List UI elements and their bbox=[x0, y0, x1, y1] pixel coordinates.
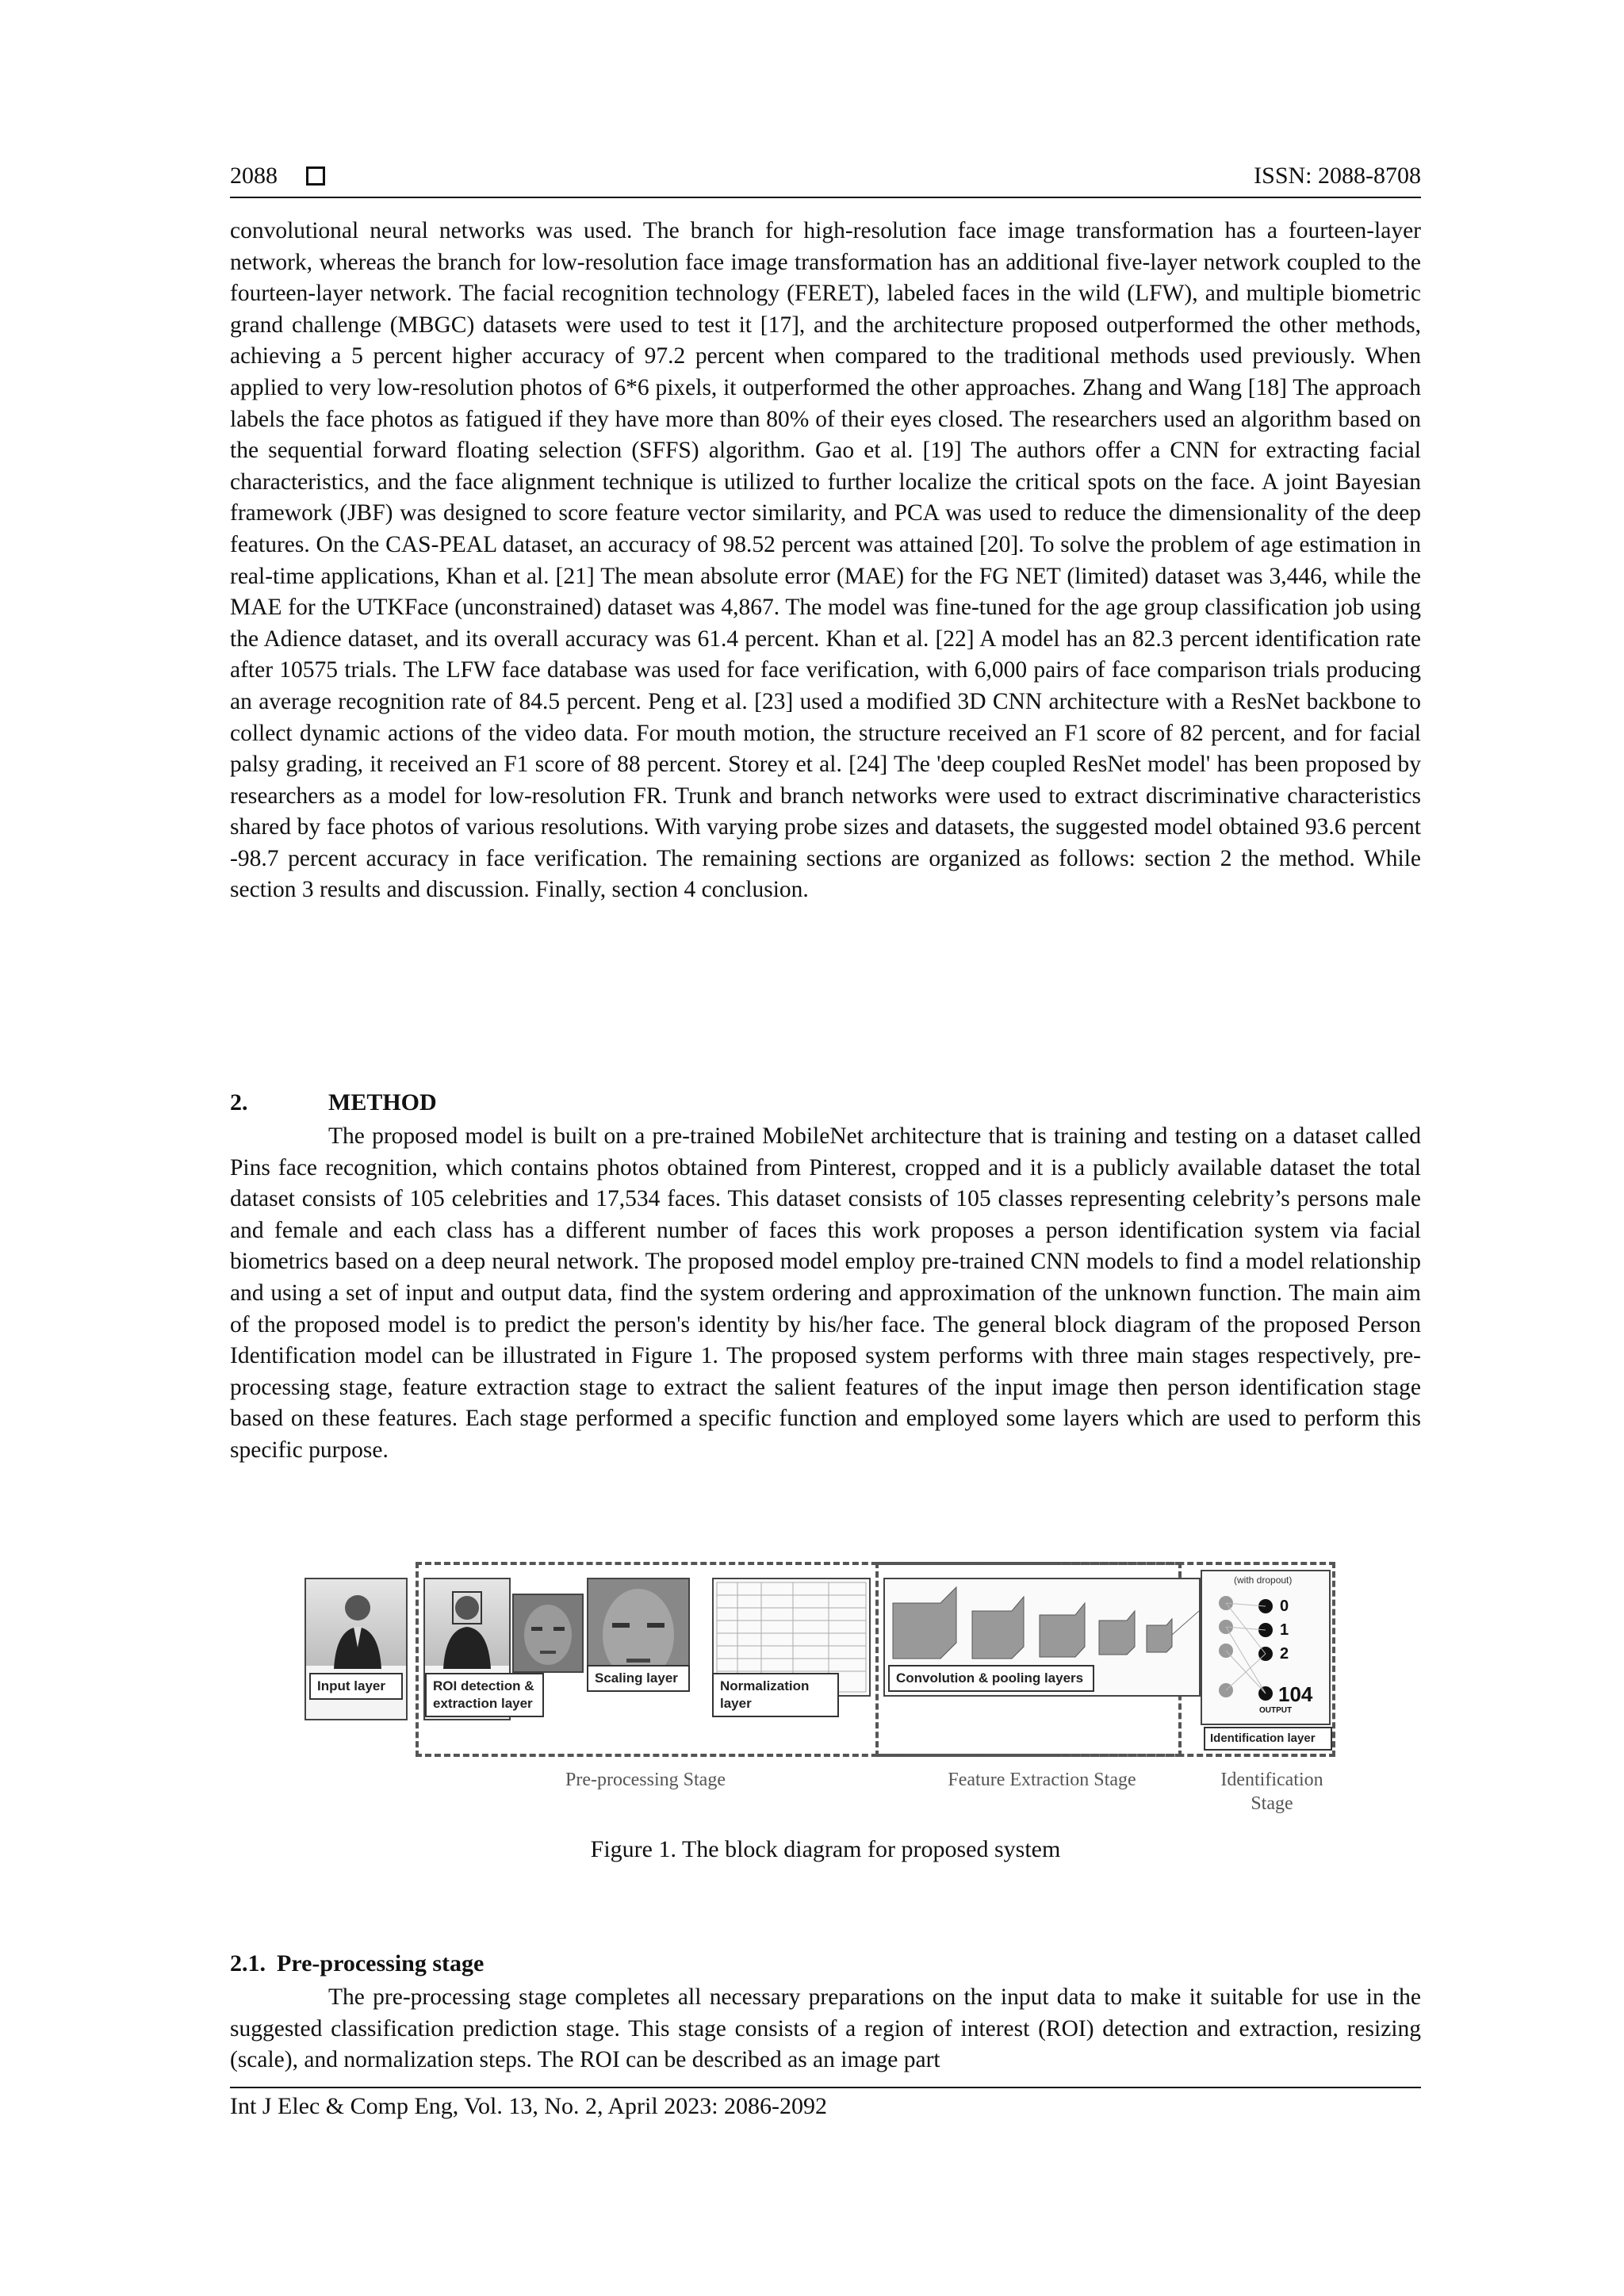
output-label: OUTPUT bbox=[1259, 1706, 1293, 1715]
footer-rule bbox=[230, 2087, 1421, 2088]
square-bullet-icon bbox=[306, 166, 325, 186]
pre-processing-heading bbox=[230, 1950, 484, 1977]
output-104: 104 bbox=[1278, 1682, 1313, 1706]
footer-citation: Int J Elec & Comp Eng, Vol. 13, No. 2, April 2023: 2086-2092 bbox=[230, 2093, 828, 2119]
method-heading-number: 2. bbox=[230, 1089, 248, 1115]
identification-stage-caption: Identification Stage bbox=[1220, 1770, 1323, 1814]
roi-layer-label: ROI detection & extraction layer bbox=[425, 1673, 544, 1717]
pre-processing-paragraph: The pre-processing stage completes all necessary preparations on the input data to make it suitable for use in the suggested classification prediction stage. This stage consists of a region of interest (ROI) detection and extraction, resizing (scale), and normalization steps. The ROI can be described as an image part bbox=[230, 1984, 1421, 2073]
person-photo-icon bbox=[330, 1586, 385, 1669]
normalization-layer-label: Normalization layer bbox=[712, 1673, 839, 1717]
pre-processing-stage-caption: Pre-processing Stage bbox=[565, 1770, 726, 1790]
method-paragraph: The proposed model is built on a pre-trained MobileNet architecture that is training and testing on a dataset called Pins face recognition, which contains photos obtained from Pinterest, cropped and it is a publicly available dataset the total dataset consists of 105 celebrities and 17,534 faces. This dataset consists of 105 classes representing celebrity’s persons male and female and each class has a different number of faces this work proposes a person identification system via facial biometrics based on a deep neural network. The proposed model employ pre-trained CNN models to find a model relationship and using a set of input and output data, find the system ordering and approximation of the unknown function. The main aim of the proposed model is to predict the person's identity by his/her face. The general block diagram of the proposed Person Identification model can be illustrated in Figure 1. The proposed system performs with three main stages respectively, pre-processing stage, feature extraction stage to extract the salient features of the input image then person identification stage based on these features. Each stage performed a specific function and employed some layers which are used to perform this specific purpose. bbox=[230, 1123, 1421, 1463]
figure-block-diagram bbox=[304, 1554, 1335, 1816]
identification-layer-label: Identification layer bbox=[1204, 1727, 1332, 1751]
header-rule bbox=[230, 197, 1421, 198]
intro-paragraph: convolutional neural networks was used. The branch for high-resolution face image transformation has a fourteen-layer network, whereas the branch for low-resolution face image transformation has an additional five-layer network coupled to the fourteen-layer network. The facial recognition technology (FERET), labeled faces in the wild (LFW), and multiple biometric grand challenge (MBGC) datasets were used to test it [17], and the architecture proposed outperformed the other methods, achieving a 5 percent higher accuracy of 97.2 percent when compared to the traditional methods used previously. When applied to very low-resolution photos of 6*6 pixels, it outperformed the other approaches. Zhang and Wang [18] The approach labels the face photos as fatigued if they have more than 80% of their eyes closed. The researchers used an algorithm based on the sequential forward floating selection (SFFS) algorithm. Gao et al. [19] The authors offer a CNN for extracting facial characteristics, and the face alignment technique is utilized to further localize the critical spots on the face. A joint Bayesian framework (JBF) was designed to score feature vector similarity, and PCA was used to reduce the dimensionality of the deep features. On the CAS-PEAL dataset, an accuracy of 98.52 percent was attained [20]. To solve the problem of age estimation in real-time applications, Khan et al. [21] The mean absolute error (MAE) for the FG NET (limited) dataset was 3,446, while the MAE for the UTKFace (unconstrained) dataset was 4,867. The model was fine-tuned for the age group classification job using the Adience dataset, and its overall accuracy was 61.4 percent. Khan et al. [22] A model has an 82.3 percent identification rate after 10575 trials. The LFW face database was used for face verification, with 6,000 pairs of face comparison trials producing an average recognition rate of 84.5 percent. Peng et al. [23] used a modified 3D CNN architecture with a ResNet backbone to collect dynamic actions of the video data. For mouth motion, the structure received an F1 score of 82 percent, and for facial palsy grading, it received an F1 score of 88 percent. Storey et al. [24] The 'deep coupled ResNet model' has been proposed by researchers as a model for low-resolution FR. Trunk and branch networks were used to extract discriminative characteristics shared by face photos of various resolutions. With varying probe sizes and datasets, the suggested model obtained 93.6 percent -98.7 percent accuracy in face verification. The remaining sections are organized as follows: section 2 the method. While section 3 results and discussion. Finally, section 4 conclusion. bbox=[230, 218, 1421, 903]
pre-processing-heading-number: 2.1. bbox=[230, 1950, 266, 1976]
output-1: 1 bbox=[1280, 1621, 1289, 1639]
dropout-label: (with dropout) bbox=[1234, 1575, 1293, 1586]
scaling-layer-label: Scaling layer bbox=[587, 1665, 690, 1692]
identification-panel bbox=[1201, 1570, 1331, 1725]
face-crop-icon bbox=[514, 1595, 582, 1671]
conv-layer-label: Convolution & pooling layers bbox=[888, 1665, 1094, 1692]
person-photo-icon bbox=[439, 1586, 495, 1669]
method-heading bbox=[230, 1089, 437, 1116]
feature-extraction-stage-caption: Feature Extraction Stage bbox=[948, 1770, 1136, 1790]
figure-caption: Figure 1. The block diagram for proposed system bbox=[590, 1836, 1061, 1862]
output-0: 0 bbox=[1280, 1598, 1289, 1615]
pre-processing-heading-text: Pre-processing stage bbox=[277, 1950, 485, 1976]
issn: ISSN: 2088-8708 bbox=[1254, 163, 1421, 189]
roi-face-crop bbox=[512, 1594, 584, 1673]
method-heading-text: METHOD bbox=[328, 1089, 437, 1115]
page-number: 2088 bbox=[230, 163, 278, 189]
page-header bbox=[230, 159, 1421, 193]
output-2: 2 bbox=[1280, 1645, 1289, 1663]
input-layer-label: Input layer bbox=[309, 1673, 403, 1700]
